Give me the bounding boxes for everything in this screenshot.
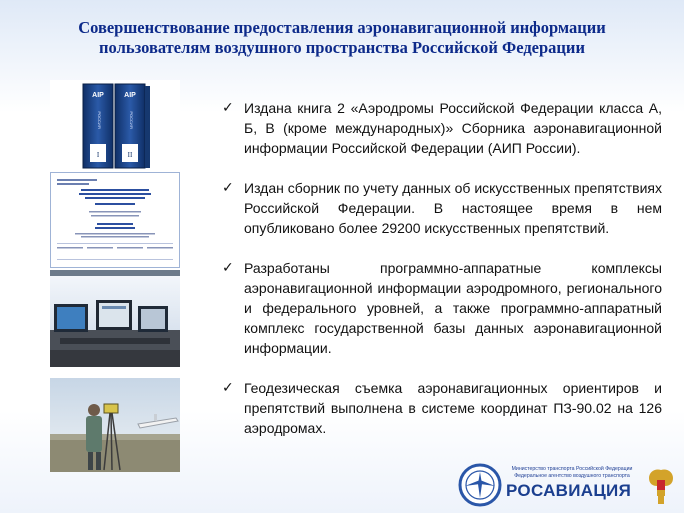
list-item [222, 258, 662, 358]
checkmark-icon: ✓ [222, 380, 234, 396]
list-item-text: Разработаны программно-аппаратные комплексы аэронавигационной информации аэродромного, регионального и федерального уровней, а также программно-аппаратный комплекс государственной базы данных аэронавигационной информации. [244, 260, 662, 356]
agency-line-1: Министерство транспорта Российской Федерации [511, 466, 633, 472]
aeronautical-office-photo [50, 270, 180, 367]
list-item [222, 98, 662, 158]
checkmark-icon: ✓ [222, 260, 234, 276]
binder-2-label: AIP [124, 92, 136, 99]
list-item-text: Геодезическая съемка аэронавигационных ориентиров и препятствий выполнена в системе координат ПЗ-90.02 на 126 аэродромах. [244, 380, 662, 436]
binder-1-label: AIP [92, 92, 104, 99]
binder-2-spine-text: РОССИЯ [129, 111, 134, 129]
brand-name: РОСАВИАЦИЯ [506, 481, 632, 500]
achievements-list [222, 98, 662, 458]
binder-2-volume: II [127, 151, 133, 159]
agency-line-2: Федеральное агентство воздушного транспорта [514, 472, 630, 479]
list-item [222, 378, 662, 438]
list-item-text: Издан сборник по учету данных об искусственных препятствиях Российской Федерации. В настоящее время в нем опубликовано более 29200 искусственных препятствий. [244, 180, 662, 236]
binder-1-volume: I [96, 151, 100, 159]
agency-name [507, 466, 637, 479]
binder-1-spine-text: РОССИЯ [97, 111, 102, 129]
list-item [222, 178, 662, 238]
geodetic-survey-photo [50, 378, 180, 472]
checkmark-icon: ✓ [222, 100, 234, 116]
rosaviatsia-logo [455, 462, 677, 508]
aip-binders-image [50, 80, 180, 170]
page-title-line-2: пользователям воздушного пространства Российской Федерации [99, 38, 585, 57]
list-item-text: Издана книга 2 «Аэродромы Российской Федерации класса А, Б, В (кроме международных)» Сборника аэронавигационной информации Российской Федерации (АИП России). [244, 100, 662, 156]
checkmark-icon: ✓ [222, 180, 234, 196]
page-title-line-1: Совершенствование предоставления аэронавигационной информации [78, 18, 606, 37]
obstacle-document-image [50, 172, 180, 268]
page-title [20, 18, 664, 58]
